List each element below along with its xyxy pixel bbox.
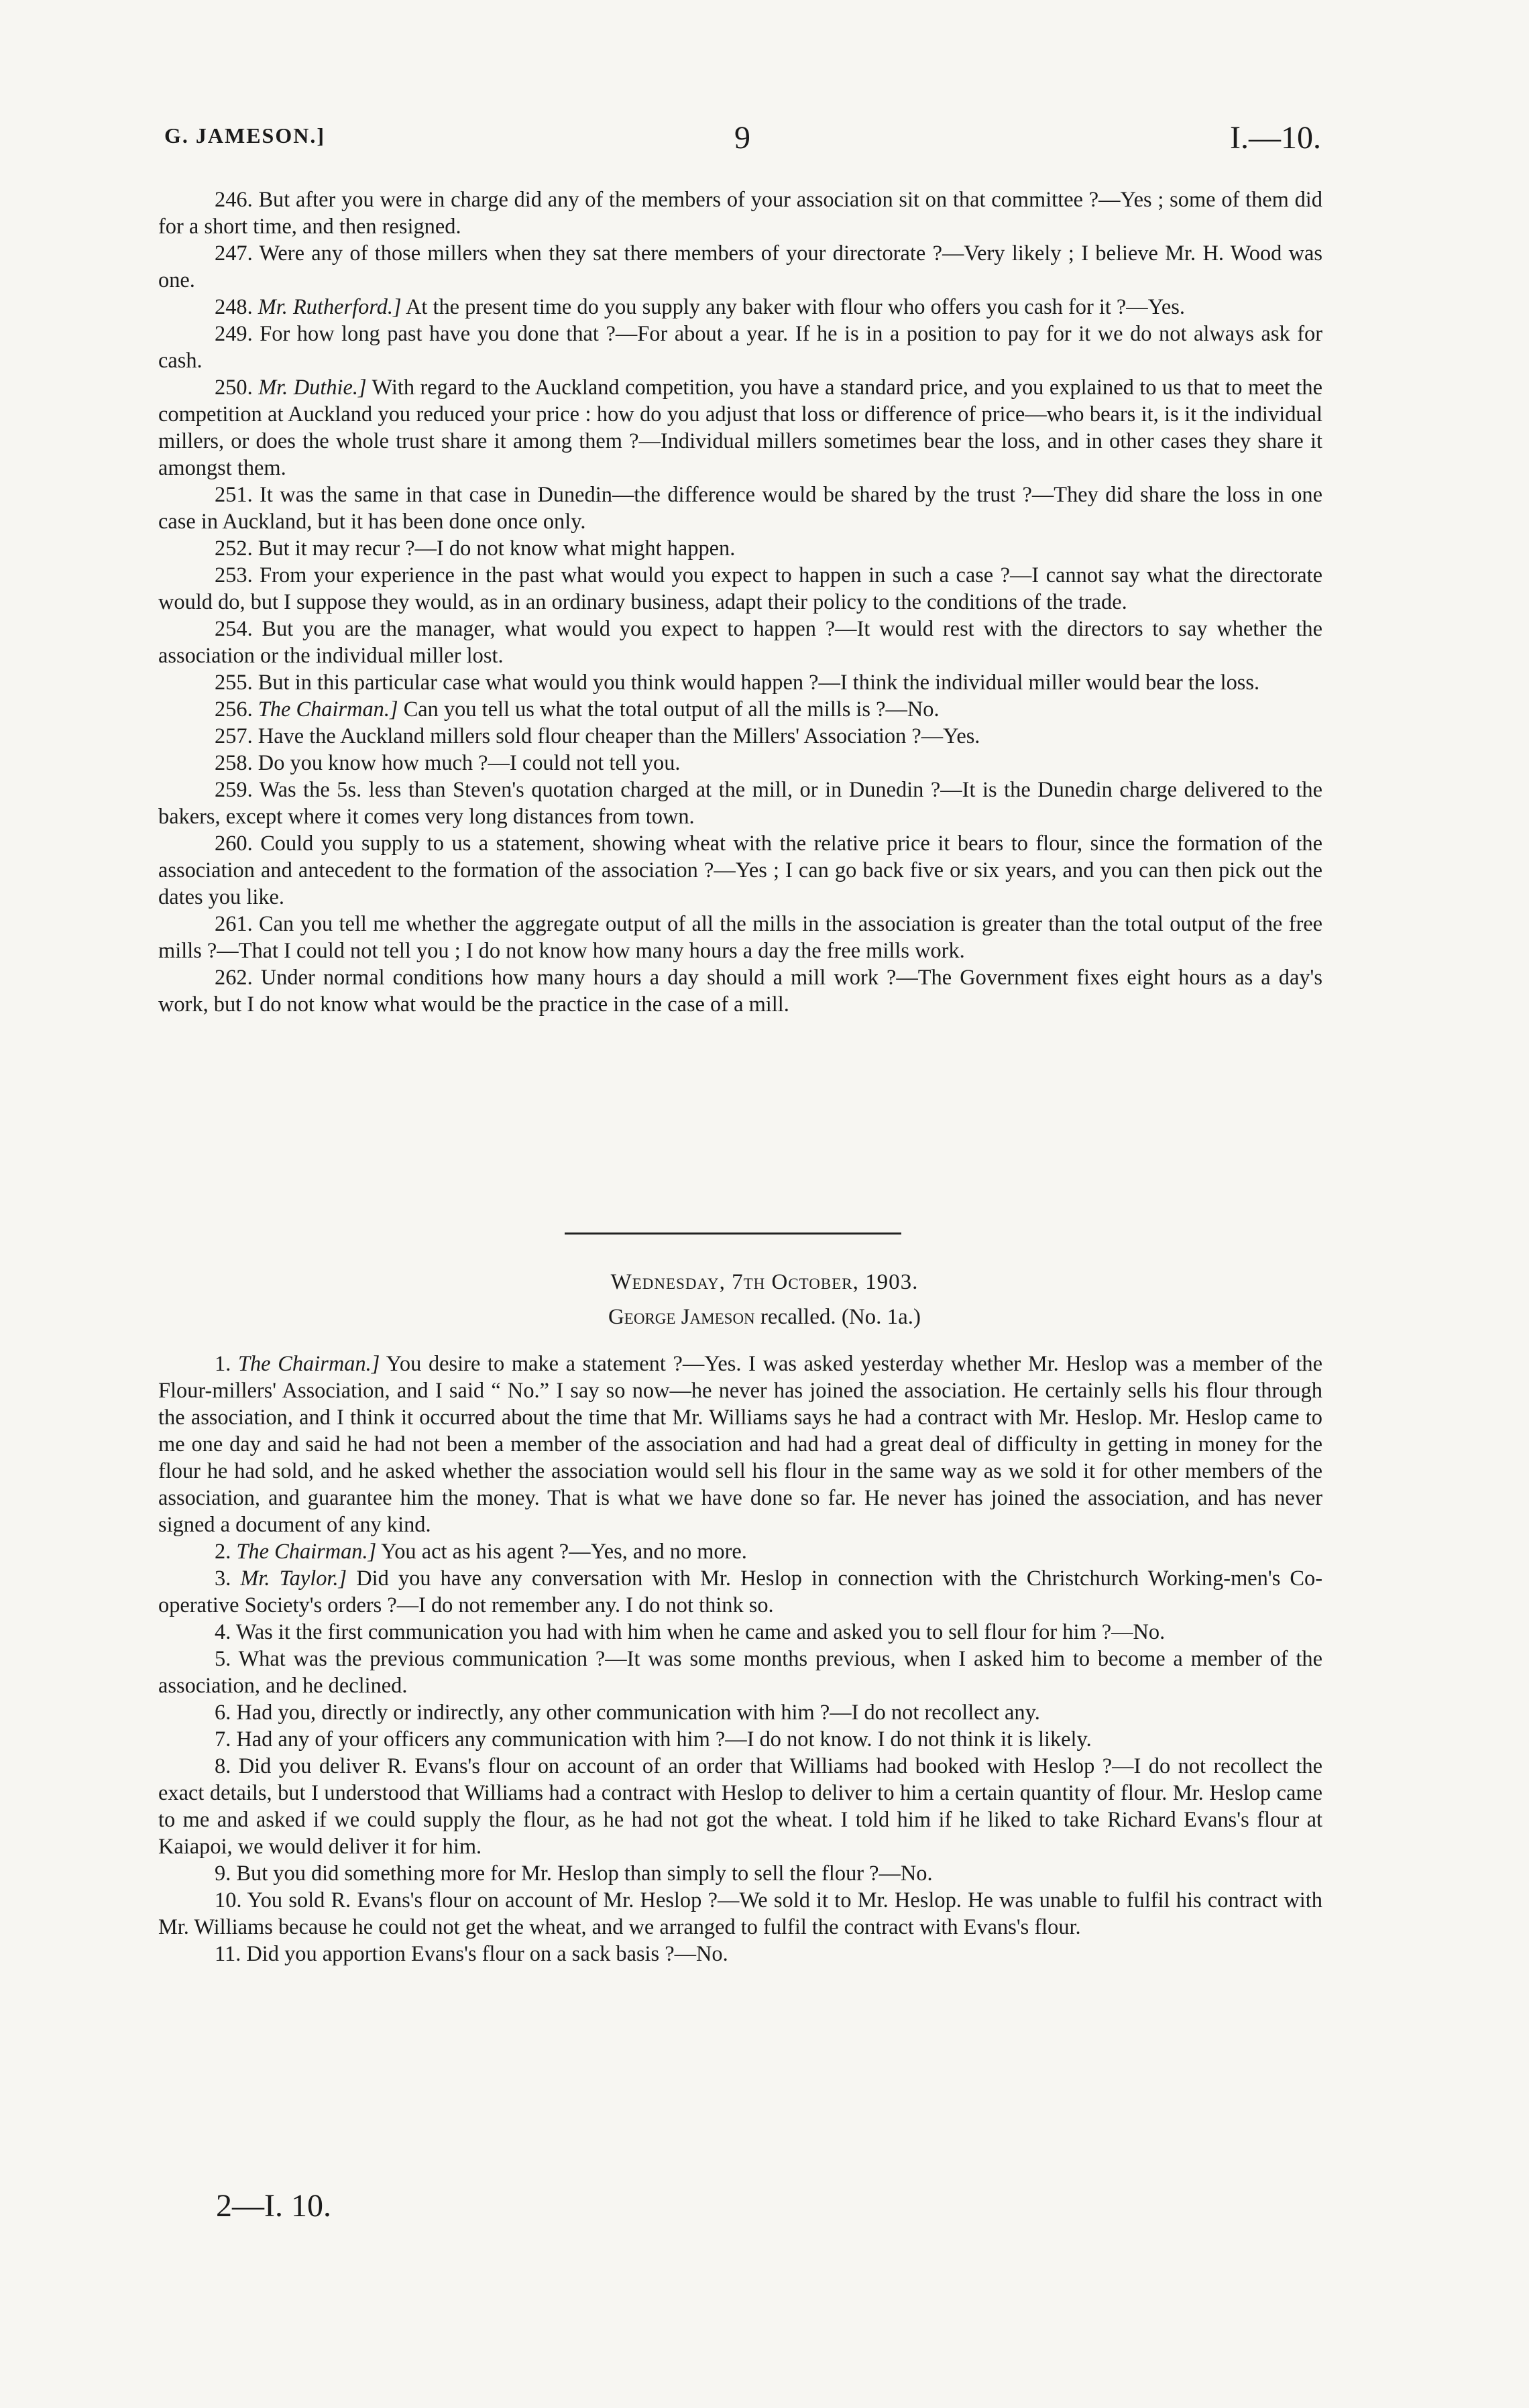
question-number: 262. xyxy=(215,966,253,990)
question-paragraph xyxy=(158,1941,1322,1967)
question-paragraph xyxy=(158,830,1322,911)
question-paragraph xyxy=(158,696,1322,723)
question-number: 3. xyxy=(215,1566,231,1591)
question-text: Was the 5s. less than Steven's quotation charged at the mill, or in Dunedin ?—It is the Dunedin charge delivered to the bakers, except where it comes very long distances from town. xyxy=(158,778,1323,829)
paper-reference: I.—10. xyxy=(1230,120,1321,156)
question-paragraph xyxy=(158,321,1322,374)
question-text: But after you were in charge did any of the members of your association sit on that committee ?—Yes ; some of them did for a short time, and then resigned. xyxy=(158,188,1322,239)
question-number: 259. xyxy=(215,778,253,802)
section-divider xyxy=(565,1232,901,1235)
question-number: 253. xyxy=(215,563,253,587)
question-number: 247. xyxy=(215,241,253,266)
question-text: From your experience in the past what would you expect to happen in such a case ?—I cannot say what the directorate would do, but I suppose they would, as in an ordinary business, adapt their policy to the conditions of the trade. xyxy=(158,563,1322,614)
question-text: Had you, directly or indirectly, any other communication with him ?—I do not recollect any. xyxy=(236,1701,1040,1725)
question-paragraph xyxy=(158,186,1322,240)
question-paragraph xyxy=(158,1887,1322,1941)
question-paragraph xyxy=(158,616,1322,669)
question-text: Did you apportion Evans's flour on a sack basis ?—No. xyxy=(246,1942,728,1966)
question-paragraph xyxy=(158,1726,1322,1753)
question-paragraph xyxy=(158,1860,1322,1887)
question-paragraph xyxy=(158,1565,1322,1619)
evidence-section-1 xyxy=(158,186,1322,1018)
question-text: But it may recur ?—I do not know what might happen. xyxy=(258,536,736,561)
question-text: Can you tell me whether the aggregate output of all the mills in the association is greater than the total output of the free mills ?—That I could not tell you ; I do not know how many hours a day the free mills work. xyxy=(158,912,1322,963)
question-text: Have the Auckland millers sold flour cheaper than the Millers' Association ?—Yes. xyxy=(258,724,980,748)
question-number: 10. xyxy=(215,1888,242,1912)
page-number: 9 xyxy=(734,120,750,156)
witness-recalled-line xyxy=(0,1305,1529,1330)
question-number: 250. xyxy=(215,376,253,400)
question-number: 251. xyxy=(215,483,253,507)
evidence-section-2 xyxy=(158,1351,1322,1967)
question-number: 5. xyxy=(215,1647,231,1671)
question-text: You desire to make a statement ?—Yes. I was asked yesterday whether Mr. Heslop was a member of the Flour-millers' Association, and I said “ No.” I say so now—he never has joined the association. He certainly sells his flour through the association, and I think it occurred about the time that Mr. Williams says he had a contract with Mr. Heslop. Mr. Heslop came to me one day and said he had not been a member of the association and had had a great deal of difficulty in getting in money for the flour he had sold, and he asked whether the association would sell his flour in the same way as we sold it for other members of the association, and guarantee him the money. That is what we have done so far. He never has joined the association, and has never signed a document of any kind. xyxy=(158,1352,1322,1537)
question-paragraph xyxy=(158,750,1322,777)
question-text: But you are the manager, what would you expect to happen ?—It would rest with the directors to say whether the association or the individual miller lost. xyxy=(158,617,1322,668)
question-paragraph xyxy=(158,481,1322,535)
question-text: You sold R. Evans's flour on account of Mr. Heslop ?—We sold it to Mr. Heslop. He was unable to fulfil his contract with Mr. Williams because he could not get the wheat, and we arranged to fulfil the contract with Evans's flour. xyxy=(158,1888,1322,1939)
question-number: 11. xyxy=(215,1942,241,1966)
question-paragraph xyxy=(158,1351,1322,1538)
question-text: What was the previous communication ?—It was some months previous, when I asked him to become a member of the association, and he declined. xyxy=(158,1647,1323,1698)
question-text: You act as his agent ?—Yes, and no more. xyxy=(381,1540,747,1564)
question-number: 1. xyxy=(215,1352,231,1376)
question-paragraph xyxy=(158,240,1322,294)
question-number: 252. xyxy=(215,536,253,561)
question-number: 248. xyxy=(215,295,253,319)
question-text: Were any of those millers when they sat there members of your directorate ?—Very likely ; I believe Mr. H. Wood was one. xyxy=(158,241,1322,292)
speaker-name: Mr. Taylor.] xyxy=(240,1566,347,1591)
question-number: 6. xyxy=(215,1701,231,1725)
question-number: 260. xyxy=(215,832,253,856)
question-number: 256. xyxy=(215,697,253,722)
question-number: 8. xyxy=(215,1754,231,1778)
question-text: But you did something more for Mr. Heslop than simply to sell the flour ?—No. xyxy=(236,1861,933,1886)
question-paragraph xyxy=(158,294,1322,321)
recalled-note: recalled. (No. 1a.) xyxy=(760,1305,921,1329)
question-paragraph xyxy=(158,669,1322,696)
question-paragraph xyxy=(158,1619,1322,1646)
speaker-name: The Chairman.] xyxy=(258,697,398,722)
question-paragraph xyxy=(158,1538,1322,1565)
question-text: It was the same in that case in Dunedin—the difference would be shared by the trust ?—They did share the loss in one case in Auckland, but it has been done once only. xyxy=(158,483,1322,534)
signature-mark: 2—I. 10. xyxy=(216,2188,331,2224)
question-text: Had any of your officers any communication with him ?—I do not know. I do not think it is likely. xyxy=(236,1727,1092,1752)
page-header xyxy=(164,119,1321,160)
witness-name: George Jameson xyxy=(608,1305,755,1329)
question-paragraph xyxy=(158,777,1322,830)
speaker-name: The Chairman.] xyxy=(237,1352,380,1376)
question-number: 9. xyxy=(215,1861,231,1886)
question-text: Did you have any conversation with Mr. Heslop in connection with the Christchurch Working-men's Co-operative Society's orders ?—I do not remember any. I do not think so. xyxy=(158,1566,1322,1617)
question-text: At the present time do you supply any baker with flour who offers you cash for it ?—Yes. xyxy=(405,295,1185,319)
question-text: Can you tell us what the total output of all the mills is ?—No. xyxy=(403,697,940,722)
question-text: Under normal conditions how many hours a day should a mill work ?—The Government fixes eight hours as a day's work, but I do not know what would be the practice in the case of a mill. xyxy=(158,966,1322,1017)
question-text: With regard to the Auckland competition, you have a standard price, and you explained to us that to meet the competition at Auckland you reduced your price : how do you adjust that loss or difference of price—who bears it, is it the individual millers, or does the whole trust share it among them ?—Individual millers sometimes bear the loss, and in other cases they share it amongst them. xyxy=(158,376,1322,480)
question-number: 246. xyxy=(215,188,253,212)
question-text: But in this particular case what would you think would happen ?—I think the individual miller would bear the loss. xyxy=(258,671,1260,695)
question-text: For how long past have you done that ?—For about a year. If he is in a position to pay for it we do not always ask for cash. xyxy=(158,322,1322,373)
question-number: 257. xyxy=(215,724,253,748)
question-number: 2. xyxy=(215,1540,231,1564)
header-witness: G. JAMESON.] xyxy=(164,123,325,148)
question-paragraph xyxy=(158,911,1322,964)
question-number: 261. xyxy=(215,912,253,936)
question-paragraph xyxy=(158,1699,1322,1726)
question-paragraph xyxy=(158,1753,1322,1860)
question-paragraph xyxy=(158,535,1322,562)
speaker-name: Mr. Duthie.] xyxy=(258,376,367,400)
question-text: Could you supply to us a statement, showing wheat with the relative price it bears to flour, since the formation of the association and antecedent to the formation of the association ?—Yes ; I can go back five or six years, and you can then pick out the dates you like. xyxy=(158,832,1322,909)
speaker-name: The Chairman.] xyxy=(236,1540,377,1564)
question-paragraph xyxy=(158,562,1322,616)
question-number: 7. xyxy=(215,1727,231,1752)
question-paragraph xyxy=(158,374,1322,481)
speaker-name: Mr. Rutherford.] xyxy=(258,295,402,319)
question-text: Did you deliver R. Evans's flour on account of an order that Williams had booked with Heslop ?—I do not recollect the exact details, but I understood that Williams had a contract with Heslop to deliver to him a certain quantity of flour. Mr. Heslop came to me and asked if we could supply the flour, as he had not got the wheat. I told him if he liked to take Richard Evans's flour at Kaiapoi, we would deliver it for him. xyxy=(158,1754,1322,1859)
question-paragraph xyxy=(158,1646,1322,1699)
session-date: Wednesday, 7th October, 1903. xyxy=(610,1270,919,1294)
question-number: 255. xyxy=(215,671,253,695)
question-paragraph xyxy=(158,964,1322,1018)
question-text: Was it the first communication you had with him when he came and asked you to sell flour for him ?—No. xyxy=(235,1620,1166,1644)
question-paragraph xyxy=(158,723,1322,750)
question-number: 258. xyxy=(215,751,253,775)
question-text: Do you know how much ?—I could not tell you. xyxy=(258,751,681,775)
question-number: 254. xyxy=(215,617,253,641)
question-number: 249. xyxy=(215,322,253,346)
question-number: 4. xyxy=(215,1620,231,1644)
